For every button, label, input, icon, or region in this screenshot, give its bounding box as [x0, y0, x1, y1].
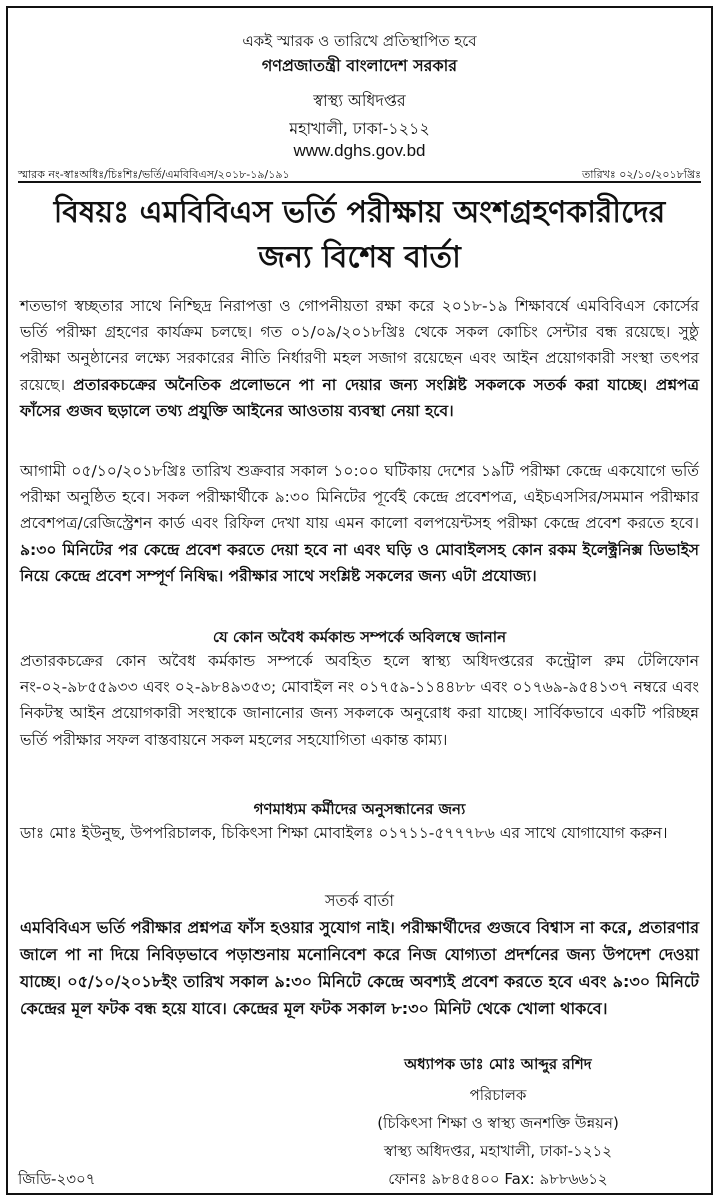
media-section-title: গণমাধ্যম কর্মীদের অনুসন্ধানের জন্য [253, 800, 466, 818]
report-section-title: যে কোন অবৈধ কর্মকান্ড সম্পর্কে অবিলম্বে জানান [212, 628, 507, 646]
warning-section-title: সতর্ক বার্তা [324, 891, 395, 910]
exam-schedule-text: আগামী ০৫/১০/২০১৮খ্রিঃ তারিখ শুক্রবার সকাল ১০:০০ ঘটিকায় দেশের ১৯টি পরীক্ষা কেন্দ্রে একযোগে ভর্তি পরীক্ষা অনুষ্ঠিত হবে। সকল পরীক্ষার্থীকে ৯:৩০ মিনিটের পূর্বেই কেন্দ্রে প্রবেশপত্র, এইচএসসির/সমমান পরীক্ষার প্রবেশপত্র/রেজিস্ট্রেশন কার্ড এবং রিফিল দেখা যায় এমন কালো বলপয়েন্টসহ পরীক্ষা কেন্দ্রে প্রবেশ করতে হবে। [20, 462, 699, 533]
government-notice [6, 6, 713, 1195]
paragraph-exam-schedule [20, 458, 699, 589]
memo-row [18, 165, 701, 183]
replacement-note: একই স্মারক ও তারিখে প্রতিস্থাপিত হবে [242, 32, 477, 50]
signatory-office: স্বাস্থ্য অধিদপ্তর, মহাখালী, ঢাকা-১২১২ [383, 1142, 613, 1160]
website-link[interactable]: www.dghs.gov.bd [293, 141, 426, 160]
signatory-title: পরিচালক [469, 1086, 527, 1104]
report-section-body: প্রতারকচক্রের কোন অবৈধ কর্মকান্ড সম্পর্কে অবহিত হলে স্বাস্থ্য অধিদপ্তরের কন্ট্রোল রুম টেলিফোন নং-০২-৯৮৫৫৯৩৩ এবং ০২-৯৮৪৯৩৫৩; মোবাইল নং ০১৭৫৯-১১৪৪৮৮ এবং ০১৭৬৯-৯৫৪১৩৭ নম্বরে এবং নিকটস্থ আইন প্রয়োগকারী সংস্থাকে জানানোর জন্য সকলকে অনুরোধ করা যাচ্ছে। সার্বিকভাবে একটি পরিচ্ছন্ন ভর্তি পরীক্ষার সফল বাস্তবায়নে সকল মহলের সহযোগিতা একান্ত কাম্য। [20, 652, 699, 749]
office-address: মহাখালী, ঢাকা-১২১২ [289, 119, 430, 138]
signatory-department: (চিকিৎসা শিক্ষা ও স্বাস্থ্য জনশক্তি উন্নয়ন) [377, 1114, 619, 1132]
exam-schedule-warning: ৯:৩০ মিনিটের পর কেন্দ্রে প্রবেশ করতে দেয়া হবে না এবং ঘড়ি ও মোবাইলসহ কোন রকম ইলেক্ট্রনিক্স ডিভাইস নিয়ে কেন্দ্রে প্রবেশ সম্পূর্ণ নিষিদ্ধ। পরীক্ষার সাথে সংশ্লিষ্ট সকলের জন্য এটা প্রযোজ্য। [20, 540, 699, 585]
department-name: স্বাস্থ্য অধিদপ্তর [313, 91, 406, 110]
paragraph-intro [20, 293, 699, 424]
subject-line-1: বিষয়ঃ এমবিবিএস ভর্তি পরীক্ষায় অংশগ্রহণকারীদের [53, 195, 666, 230]
signatory-phone: ফোনঃ ৯৮৪৫৪০০ Fax: ৯৮৮৬৬১২ [388, 1170, 608, 1188]
signatory-name: অধ্যাপক ডাঃ মোঃ আব্দুর রশিদ [404, 1055, 592, 1073]
warning-section-body: এমবিবিএস ভর্তি পরীক্ষার প্রশ্নপত্র ফাঁস হওয়ার সুযোগ নাই। পরীক্ষার্থীদের গুজবে বিশ্বাস না করে, প্রতারণার জালে পা না দিয়ে নিবিড়ভাবে পড়াশুনায় মনোনিবেশ করে নিজ যোগ্যতা প্রদর্শনের জন্য উপদেশ দেওয়া যাচ্ছে। ০৫/১০/২০১৮ইং তারিখ সকাল ৯:৩০ মিনিটে কেন্দ্রে অবশ্যই প্রবেশ করতে হবে এবং ৯:৩০ মিনিটে কেন্দ্রের মূল ফটক বন্ধ হয়ে যাবে। কেন্দ্রের মূল ফটক সকাল ৮:৩০ মিনিট থেকে খোলা থাকবে। [20, 918, 699, 1018]
subject-line-2: জন্য বিশেষ বার্তা [258, 240, 461, 275]
media-section-body: ডাঃ মোঃ ইউনুছ, উপপরিচালক, চিকিৎসা শিক্ষা মোবাইলঃ ০১৭১১-৫৭৭৭৮৬ এর সাথে যোগাযোগ করুন। [20, 824, 668, 842]
gd-number: জিডি-২৩০৭ [18, 1170, 96, 1188]
memo-date: তারিখঃ ০২/১০/২০১৮খ্রিঃ [581, 168, 701, 181]
paragraph-intro-text: শতভাগ স্বচ্ছতার সাথে নিশ্ছিদ্র নিরাপত্তা ও গোপনীয়তা রক্ষা করে ২০১৮-১৯ শিক্ষাবর্ষে এমবিবিএস কোর্সের ভর্তি পরীক্ষা গ্রহণের কার্যক্রম চলছে। গত ০১/০৯/২০১৮খ্রিঃ থেকে সকল কোচিং সেন্টার বন্ধ রয়েছে। সুষ্ঠু পরীক্ষা অনুষ্ঠানের লক্ষ্যে সরকারের নীতি নির্ধারণী মহল সজাগ রয়েছেন এবং আইন প্রয়োগকারী সংস্থা তৎপর রয়েছে। [20, 297, 699, 394]
government-name: গণপ্রজাতন্ত্রী বাংলাদেশ সরকার [261, 56, 458, 75]
paragraph-intro-warning: প্রতারকচক্রের অনৈতিক প্রলোভনে পা না দেয়ার জন্য সংশ্লিষ্ট সকলকে সতর্ক করা যাচ্ছে। প্রশ্নপত্র ফাঁসের গুজব ছড়ালে তথ্য প্রযুক্তি আইনের আওতায় ব্যবস্থা নেয়া হবে। [20, 375, 699, 420]
memo-number: স্মারক নং-স্বাঃঅধিঃ/চিঃশিঃ/ভর্তি/এমবিবিএস/২০১৮-১৯/১৯১ [18, 168, 290, 181]
